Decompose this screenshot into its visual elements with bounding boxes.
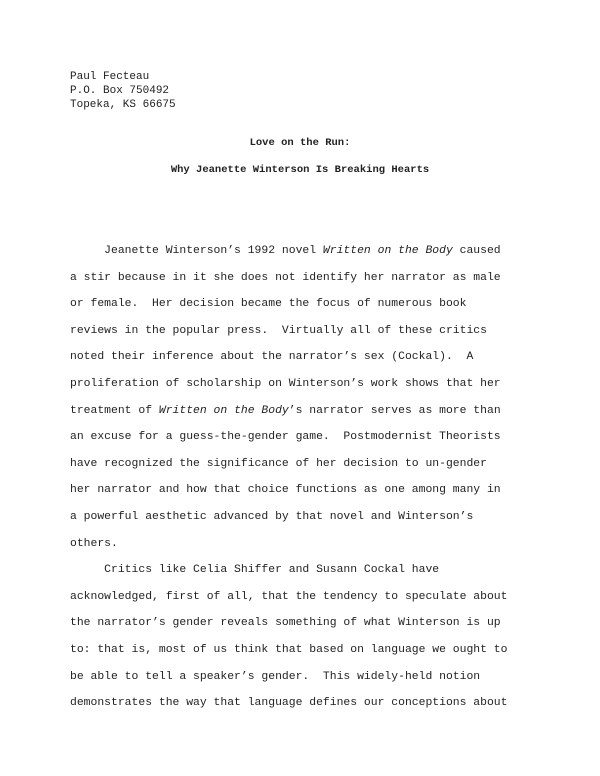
essay-title: Love on the Run: xyxy=(249,137,351,149)
essay-body xyxy=(70,244,540,723)
author-address-block xyxy=(70,70,176,112)
essay-subtitle: Why Jeanette Winterson Is Breaking Hearts xyxy=(170,164,430,176)
body-line: others. xyxy=(70,537,118,550)
body-line: Jeanette Winterson’s 1992 novel Written on the Body caused xyxy=(70,245,501,257)
body-line: demonstrates the way that language defines our conceptions about xyxy=(70,697,508,710)
address-line-1: P.O. Box 750492 xyxy=(70,85,170,97)
body-line: her narrator and how that choice functions as one among many in xyxy=(70,484,501,497)
body-line: treatment of Written on the Body’s narrator serves as more than xyxy=(70,404,501,417)
body-line: acknowledged, first of all, that the tendency to speculate about xyxy=(70,590,508,603)
body-line: have recognized the significance of her decision to un-gender xyxy=(70,457,487,470)
address-line-2: Topeka, KS 66675 xyxy=(70,99,176,111)
body-line: or female. Her decision became the focus of numerous book xyxy=(70,298,467,311)
body-line: to: that is, most of us think that based on language we ought to xyxy=(70,643,508,656)
body-line: reviews in the popular press. Virtually all of these critics xyxy=(70,324,487,337)
body-line: proliferation of scholarship on Winterson’s work shows that her xyxy=(70,377,501,390)
body-line: the narrator’s gender reveals something of what Winterson is up xyxy=(70,617,501,630)
body-line: be able to tell a speaker’s gender. This widely-held notion xyxy=(70,670,481,683)
body-line: an excuse for a guess-the-gender game. Postmodernist Theorists xyxy=(70,431,501,444)
body-line: a stir because in it she does not identify her narrator as male xyxy=(70,271,501,284)
body-line: noted their inference about the narrator’s sex (Cockal). A xyxy=(70,351,474,364)
author-name: Paul Fecteau xyxy=(70,71,150,83)
body-line: a powerful aesthetic advanced by that novel and Winterson’s xyxy=(70,510,474,523)
body-line: Critics like Celia Shiffer and Susann Cockal have xyxy=(70,564,440,577)
